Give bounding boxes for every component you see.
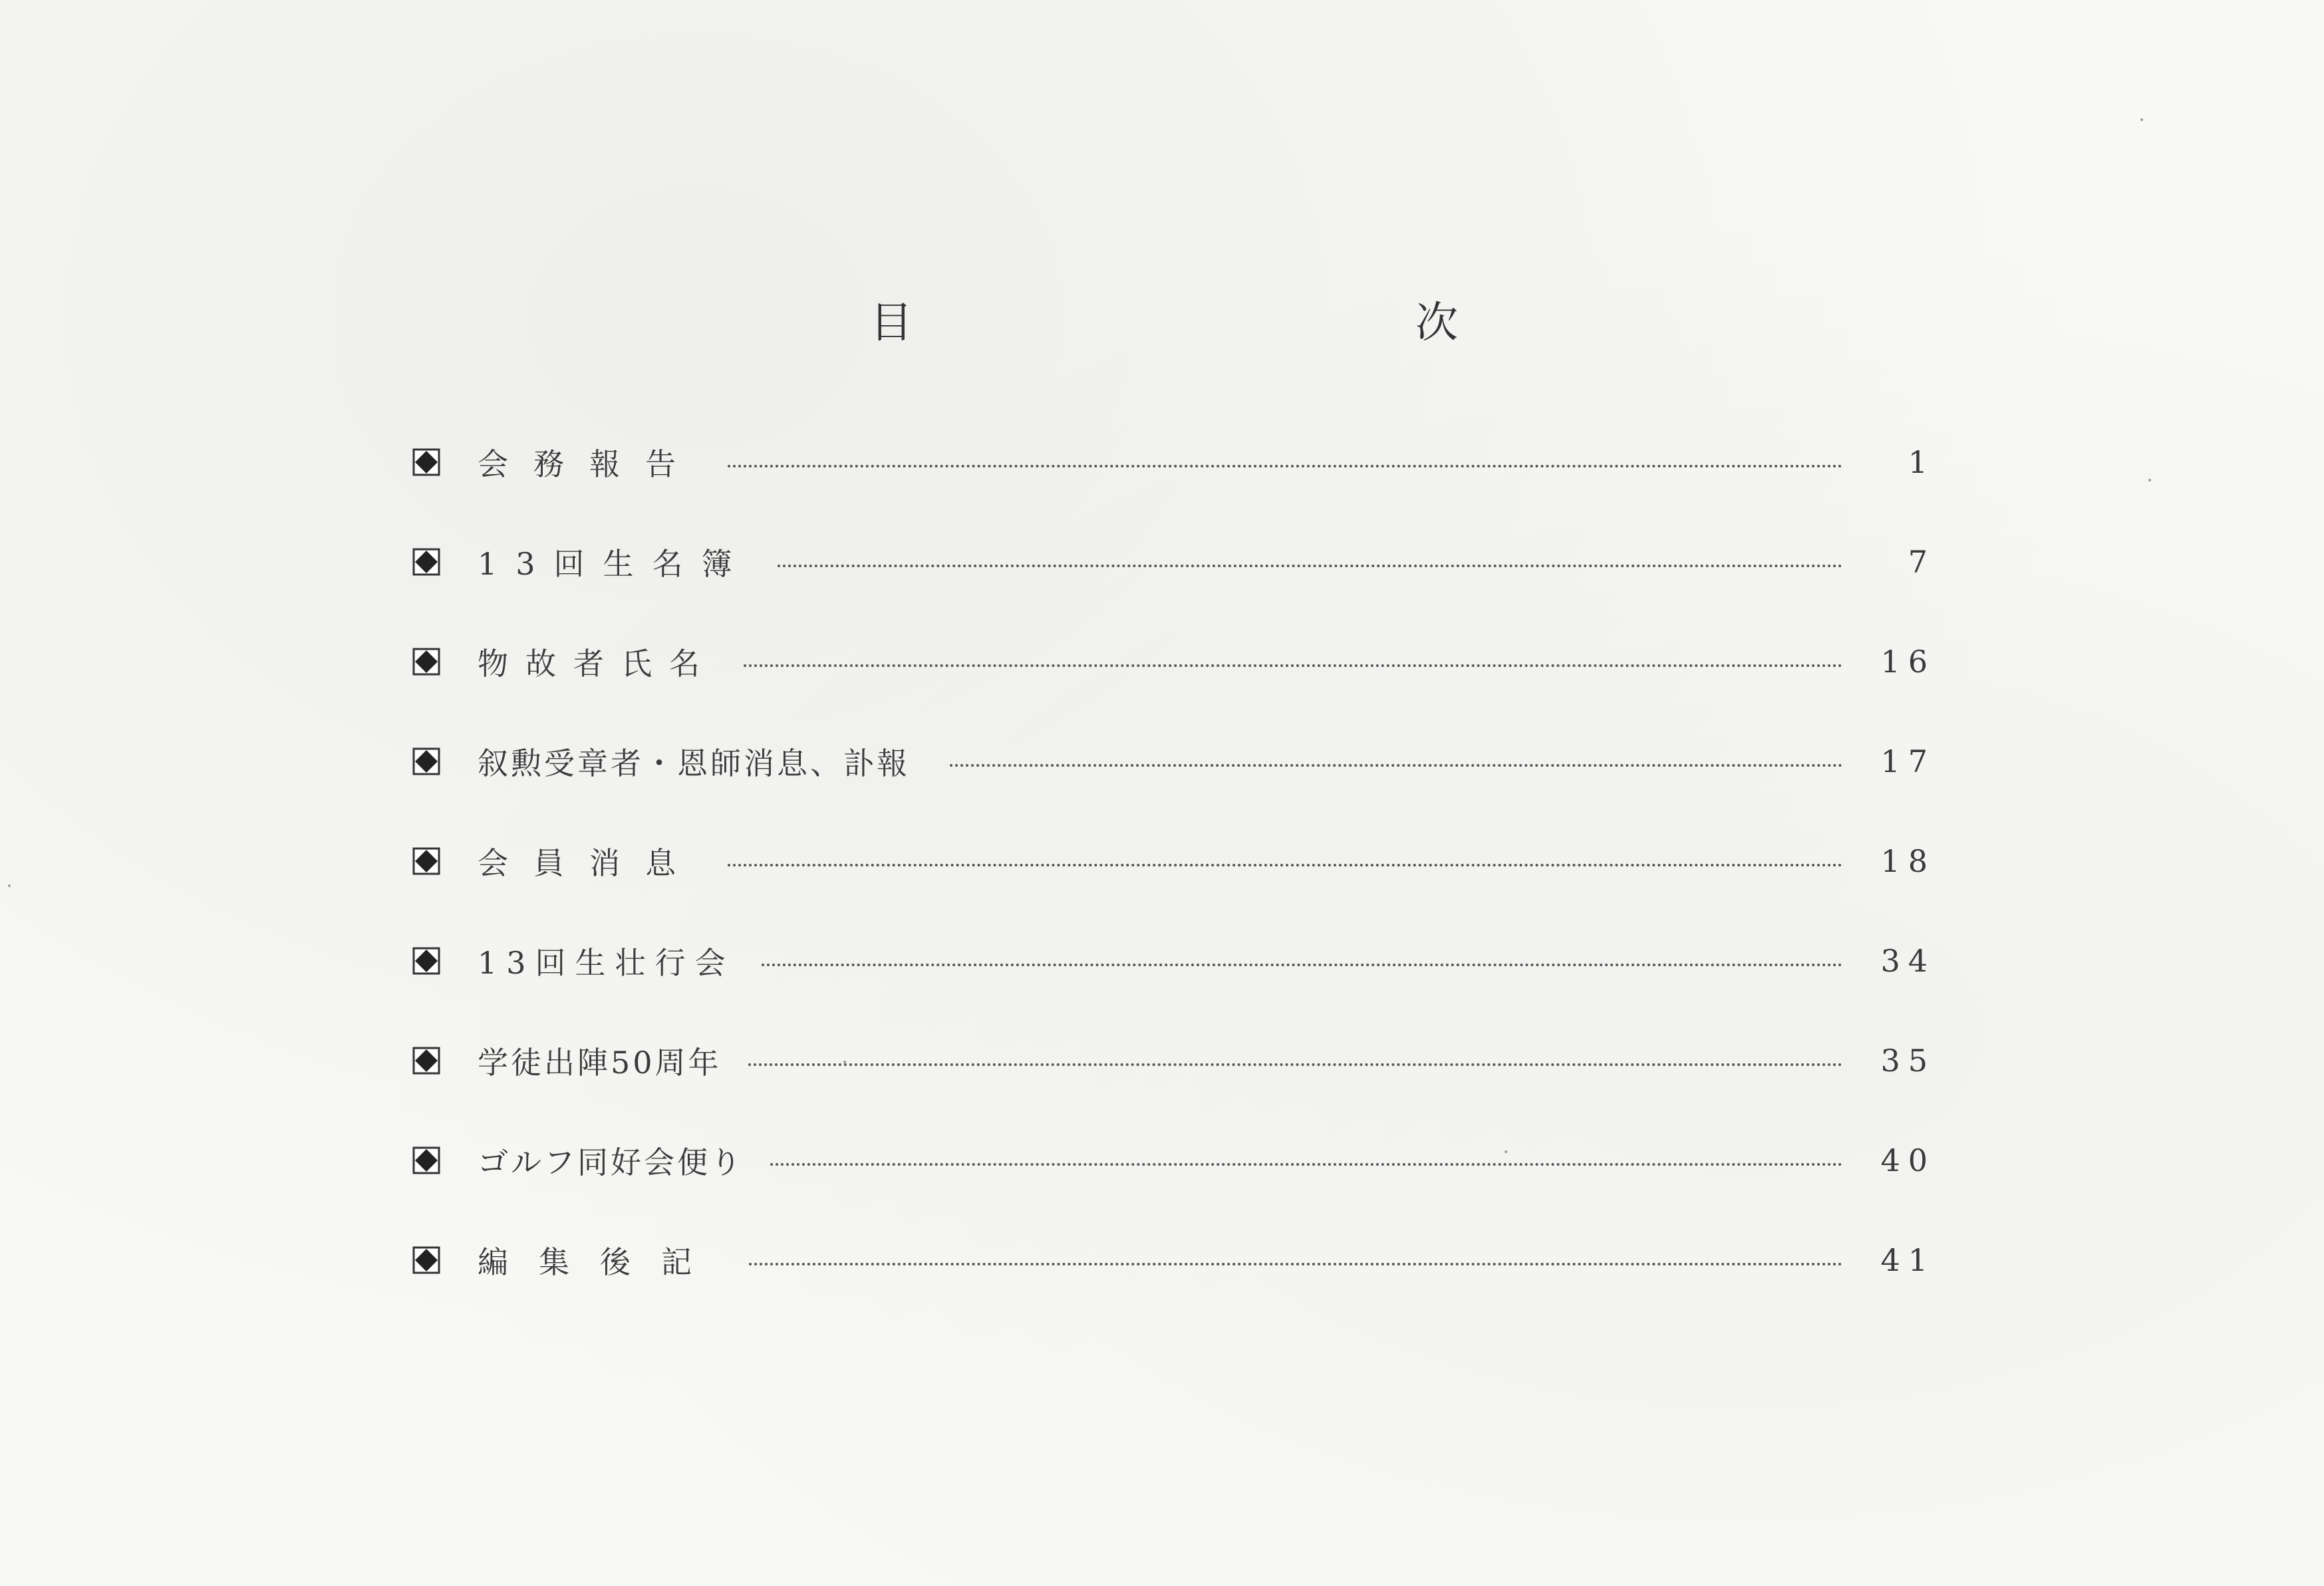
dot-leader xyxy=(950,764,1842,767)
diamond-bullet-icon xyxy=(412,947,440,975)
toc-entry-bukkosha[interactable] xyxy=(412,612,1936,712)
toc-entry-page: 1 xyxy=(1908,444,1936,480)
paper-speck xyxy=(1505,1150,1507,1153)
toc-entry-soukoukai[interactable] xyxy=(412,911,1936,1011)
paper-speck xyxy=(8,884,11,887)
toc-entry-page: 34 xyxy=(1880,943,1936,979)
toc-entry-page: 16 xyxy=(1880,644,1936,680)
toc-entry-page: 18 xyxy=(1880,843,1936,879)
toc-entry-page: 35 xyxy=(1880,1043,1936,1079)
toc-entry-label: 13回生名簿 xyxy=(478,546,751,582)
page-title xyxy=(865,283,1463,356)
toc-entry-label: 会員消息 xyxy=(478,845,701,881)
toc-entry-gakuto-shutsujin[interactable] xyxy=(412,1011,1936,1111)
diamond-bullet-icon xyxy=(412,648,440,676)
dot-leader xyxy=(762,964,1842,966)
dot-leader xyxy=(728,864,1842,866)
dot-leader xyxy=(778,565,1842,567)
toc-entry-label: 会務報告 xyxy=(478,446,701,482)
dot-leader xyxy=(748,1063,1842,1066)
toc-entry-page: 7 xyxy=(1908,544,1936,580)
toc-entry-jokun[interactable] xyxy=(412,712,1936,811)
dot-leader xyxy=(749,1263,1842,1265)
toc-entry-henshu-kouki[interactable] xyxy=(412,1210,1936,1310)
paper-speck xyxy=(2140,118,2143,121)
toc-entry-page: 40 xyxy=(1880,1142,1936,1178)
toc-entry-golf[interactable] xyxy=(412,1111,1936,1210)
diamond-bullet-icon xyxy=(412,448,440,476)
dot-leader xyxy=(770,1163,1842,1166)
title-char-1: 目 xyxy=(870,299,913,348)
dot-leader xyxy=(744,664,1842,667)
toc-entry-label: ゴルフ同好会便り xyxy=(478,1144,744,1180)
toc-entry-label: 編集後記 xyxy=(478,1244,722,1280)
toc-entry-kaiin-shousoku[interactable] xyxy=(412,811,1936,911)
toc-entry-kaimu-houkoku[interactable] xyxy=(412,412,1936,512)
toc-entry-label: 学徒出陣50周年 xyxy=(478,1045,722,1081)
toc-entry-label: 叙勲受章者・恩師消息、訃報 xyxy=(478,745,910,781)
diamond-bullet-icon xyxy=(412,747,440,775)
diamond-bullet-icon xyxy=(412,847,440,875)
paper-speck xyxy=(2148,479,2151,481)
diamond-bullet-icon xyxy=(412,548,440,576)
diamond-bullet-icon xyxy=(412,1246,440,1274)
toc-entry-page: 17 xyxy=(1880,743,1936,779)
toc-entry-label: 物故者氏名 xyxy=(478,646,717,682)
toc-entry-label: 13回生壮行会 xyxy=(478,945,735,981)
paper-speck xyxy=(843,1061,846,1063)
diamond-bullet-icon xyxy=(412,1146,440,1174)
dot-leader xyxy=(728,465,1842,467)
toc-entry-meibo[interactable] xyxy=(412,512,1936,612)
toc-entry-page: 41 xyxy=(1880,1242,1936,1278)
diamond-bullet-icon xyxy=(412,1047,440,1075)
table-of-contents xyxy=(412,412,1936,1310)
title-char-2: 次 xyxy=(1415,299,1458,348)
